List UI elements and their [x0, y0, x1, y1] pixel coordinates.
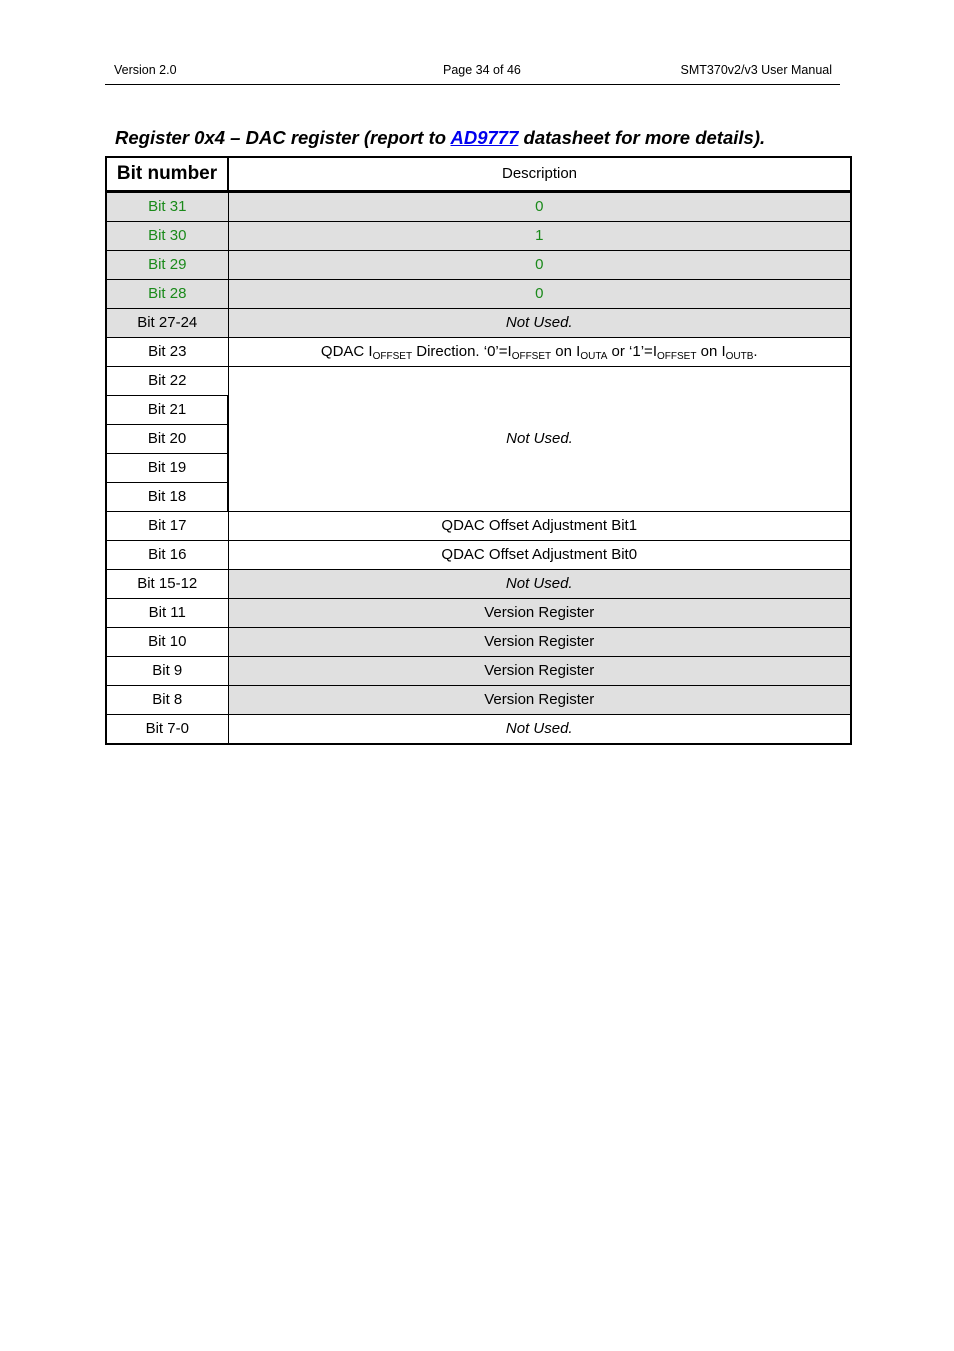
desc-text: on I	[696, 343, 726, 360]
bit-cell: Bit 7-0	[106, 715, 228, 745]
table-row	[106, 309, 851, 338]
table-row	[106, 251, 851, 280]
desc-text: or ‘1’=I	[607, 343, 657, 360]
bit-cell: Bit 18	[106, 483, 228, 512]
bit-cell: Bit 11	[106, 599, 228, 628]
manual-title: SMT370v2/v3 User Manual	[680, 63, 832, 77]
table-row	[106, 192, 851, 222]
subscript: OFFSET	[372, 351, 413, 362]
bit-cell: Bit 19	[106, 454, 228, 483]
subscript: OUTA	[580, 351, 608, 362]
desc-text: QDAC I	[320, 343, 373, 360]
description-cell: 0	[228, 192, 851, 222]
bit-cell: Bit 27-24	[106, 309, 228, 338]
title-suffix: datasheet for more details).	[518, 127, 766, 148]
table-row	[106, 715, 851, 745]
bit-cell: Bit 31	[106, 192, 228, 222]
version-label: Version 2.0	[114, 63, 177, 77]
table-row	[106, 686, 851, 715]
description-cell: 0	[228, 251, 851, 280]
subscript: OFFSET	[511, 351, 552, 362]
table-row	[106, 512, 851, 541]
desc-text: on I	[551, 343, 581, 360]
ad9777-link[interactable]: AD9777	[450, 127, 519, 148]
description-cell	[228, 338, 851, 367]
bit-cell: Bit 21	[106, 396, 228, 425]
bit-cell: Bit 15-12	[106, 570, 228, 599]
bit-cell: Bit 17	[106, 512, 228, 541]
description-cell: Not Used.	[228, 309, 851, 338]
description-header: Description	[228, 157, 851, 192]
bit-cell: Bit 22	[106, 367, 228, 396]
description-cell: Not Used.	[228, 715, 851, 745]
bit-number-header: Bit number	[106, 157, 228, 192]
subscript: OFFSET	[656, 351, 697, 362]
desc-text: .	[753, 343, 758, 360]
desc-text: Direction. ‘0’=I	[412, 343, 512, 360]
description-cell: QDAC Offset Adjustment Bit1	[228, 512, 851, 541]
description-cell: Version Register	[228, 657, 851, 686]
description-cell: Not Used.	[228, 367, 851, 512]
bit-cell: Bit 29	[106, 251, 228, 280]
bit-cell: Bit 8	[106, 686, 228, 715]
description-cell: Version Register	[228, 628, 851, 657]
dac-register-table	[105, 156, 852, 745]
table-row	[106, 657, 851, 686]
description-cell: QDAC Offset Adjustment Bit0	[228, 541, 851, 570]
table-row	[106, 599, 851, 628]
table-row	[106, 367, 851, 396]
table-row	[106, 570, 851, 599]
table-header-row	[106, 157, 851, 192]
description-cell: 0	[228, 280, 851, 309]
description-cell: 1	[228, 222, 851, 251]
subscript: OUTB	[725, 351, 754, 362]
table-row	[106, 280, 851, 309]
description-cell: Version Register	[228, 599, 851, 628]
title-prefix: Register 0x4 – DAC register (report to	[115, 127, 451, 148]
bit-cell: Bit 10	[106, 628, 228, 657]
table-row	[106, 222, 851, 251]
bit-cell: Bit 30	[106, 222, 228, 251]
bit-cell: Bit 9	[106, 657, 228, 686]
bit-cell: Bit 28	[106, 280, 228, 309]
description-cell: Version Register	[228, 686, 851, 715]
bit-cell: Bit 23	[106, 338, 228, 367]
table-row	[106, 628, 851, 657]
page-header	[105, 62, 840, 85]
page-number: Page 34 of 46	[443, 63, 521, 77]
description-cell: Not Used.	[228, 570, 851, 599]
bit-cell: Bit 16	[106, 541, 228, 570]
section-title	[115, 127, 765, 149]
bit-cell: Bit 20	[106, 425, 228, 454]
table-row	[106, 541, 851, 570]
table-row	[106, 338, 851, 367]
